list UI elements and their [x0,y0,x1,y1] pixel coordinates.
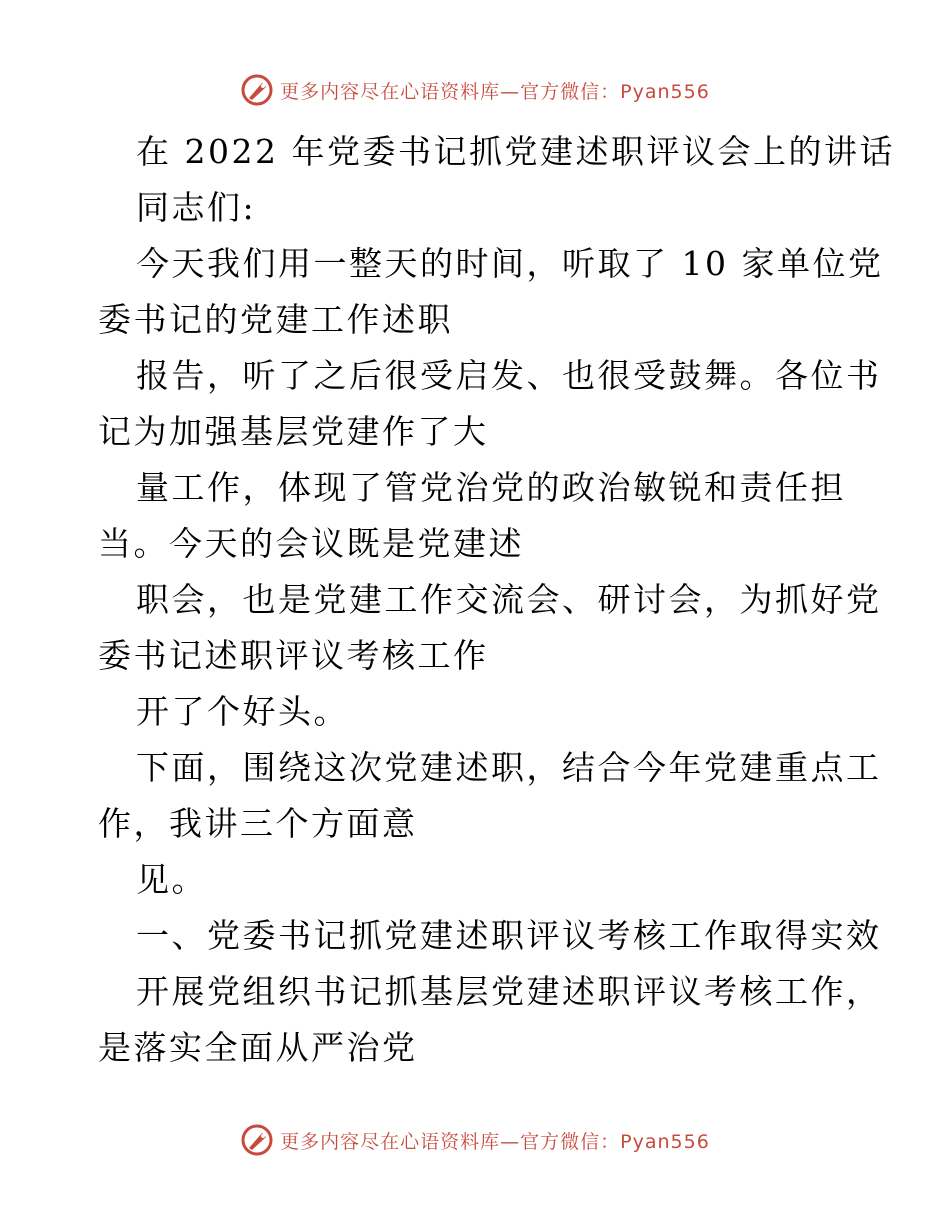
header-watermark [0,70,950,110]
pen-nib-logo-icon [240,73,274,107]
text-line: 下面，围绕这次党建述职，结合今年党建重点工 [136,748,882,787]
text-line: 当。今天的会议既是党建述 [98,524,524,563]
text-line: 是落实全面从严治党 [98,1028,418,1067]
text-line: 在 2022 年党委书记抓党建述职评议会上的讲话 [136,132,895,171]
document-body [98,124,895,1076]
text-line: 记为加强基层党建作了大 [98,412,489,451]
text-line: 作，我讲三个方面意 [98,804,418,843]
footer-watermark [0,1120,950,1160]
text-line: 委书记的党建工作述职 [98,300,453,339]
text-line: 报告，听了之后很受启发、也很受鼓舞。各位书 [136,356,882,395]
text-line: 量工作，体现了管党治党的政治敏锐和责任担 [136,468,846,507]
pen-nib-logo-icon [240,1123,274,1157]
text-line: 今天我们用一整天的时间，听取了 10 家单位党 [136,244,884,283]
text-line: 委书记述职评议考核工作 [98,636,489,675]
text-line: 一、党委书记抓党建述职评议考核工作取得实效 [136,916,882,955]
text-line: 同志们: [136,188,257,227]
watermark-text: 更多内容尽在心语资料库—官方微信：Pyan556 [280,80,710,103]
text-line: 开展党组织书记抓基层党建述职评议考核工作， [136,972,882,1011]
text-line: 开了个好头。 [136,692,349,731]
watermark-text: 更多内容尽在心语资料库—官方微信：Pyan556 [280,1130,710,1153]
text-line: 见。 [136,860,207,899]
text-line: 职会，也是党建工作交流会、研讨会，为抓好党 [136,580,882,619]
